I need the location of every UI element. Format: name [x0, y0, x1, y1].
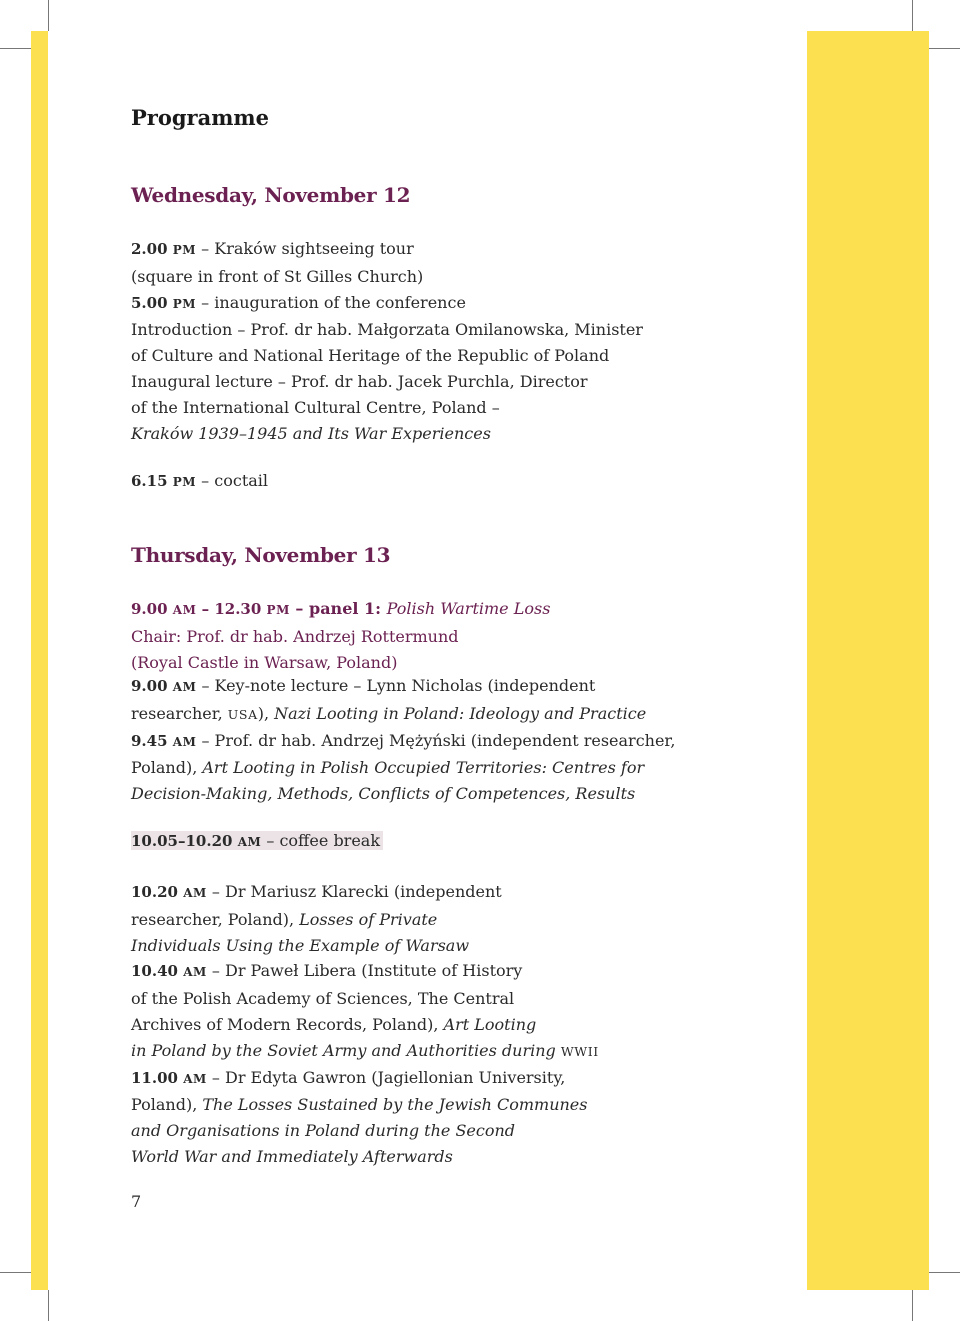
talk-line: researcher, USA), Nazi Looting in Poland: Ideology and Practice — [131, 703, 647, 723]
schedule-line: Introduction – Prof. dr hab. Małgorzata Omilanowska, Minister — [131, 320, 643, 340]
panel-line: 9.00 AM – 12.30 PM – panel 1: Polish Wartime Loss — [131, 599, 551, 618]
crop-mark — [912, 0, 913, 31]
yellow-band-left — [31, 31, 48, 1290]
crop-mark — [912, 1290, 913, 1321]
crop-mark — [0, 48, 31, 49]
schedule-line: of Culture and National Heritage of the Republic of Poland — [131, 346, 610, 366]
talk-line: 9.00 AM – Key-note lecture – Lynn Nicholas (independent — [131, 676, 596, 695]
talk-line: 11.00 AM – Dr Edyta Gawron (Jagiellonian University, — [131, 1067, 566, 1087]
talk-line: 9.45 AM – Prof. dr hab. Andrzej Mężyński (independent researcher, — [131, 730, 676, 750]
page-title: Programme — [131, 105, 270, 130]
coctail-line: 6.15 PM – coctail — [131, 471, 269, 490]
day-heading-wednesday: Wednesday, November 12 — [131, 183, 411, 207]
talk-line: 10.40 AM – Dr Paweł Libera (Institute of History — [131, 961, 523, 981]
talk-line: World War and Immediately Afterwards — [131, 1146, 453, 1166]
panel-1-block — [131, 596, 550, 675]
crop-mark — [929, 1272, 960, 1273]
schedule-line: 2.00 PM – Kraków sightseeing tour — [131, 239, 414, 258]
crop-mark — [48, 1290, 49, 1321]
schedule-line: of the International Cultural Centre, Poland – — [131, 397, 500, 417]
talk-line: Individuals Using the Example of Warsaw — [131, 935, 470, 955]
panel-chair-affiliation: (Royal Castle in Warsaw, Poland) — [131, 652, 398, 672]
crop-mark — [929, 48, 960, 49]
page-number: 7 — [131, 1192, 142, 1211]
day-heading-thursday: Thursday, November 13 — [131, 543, 391, 567]
schedule-line: (square in front of St Gilles Church) — [131, 266, 424, 286]
panel-chair: Chair: Prof. dr hab. Andrzej Rottermund — [131, 626, 459, 646]
talk-line: Archives of Modern Records, Poland), Art Looting — [131, 1014, 537, 1034]
coffee-break: 10.05–10.20 AM – coffee break — [131, 828, 383, 856]
talk-line: Poland), The Losses Sustained by the Jewish Communes — [131, 1095, 588, 1115]
yellow-band-right — [807, 31, 929, 1290]
talk-line: in Poland by the Soviet Army and Authorities during WWII — [131, 1040, 599, 1060]
crop-mark — [48, 0, 49, 31]
talk-line: of the Polish Academy of Sciences, The Central — [131, 989, 515, 1009]
talk-line: 10.20 AM – Dr Mariusz Klarecki (independent — [131, 882, 502, 901]
wednesday-schedule — [131, 236, 643, 446]
talk-line: Decision-Making, Methods, Conflicts of Competences, Results — [131, 784, 636, 804]
lecture-title: Kraków 1939–1945 and Its War Experiences — [131, 423, 491, 443]
talk-line: and Organisations in Poland during the Second — [131, 1121, 516, 1141]
crop-mark — [0, 1272, 31, 1273]
schedule-line: Inaugural lecture – Prof. dr hab. Jacek Purchla, Director — [131, 371, 588, 391]
late-morning-talks — [131, 879, 599, 1170]
schedule-line: 5.00 PM – inauguration of the conference — [131, 292, 466, 312]
talk-line: Poland), Art Looting in Polish Occupied Territories: Centres for — [131, 758, 645, 778]
morning-talks — [131, 673, 675, 807]
talk-line: researcher, Poland), Losses of Private — [131, 909, 438, 929]
